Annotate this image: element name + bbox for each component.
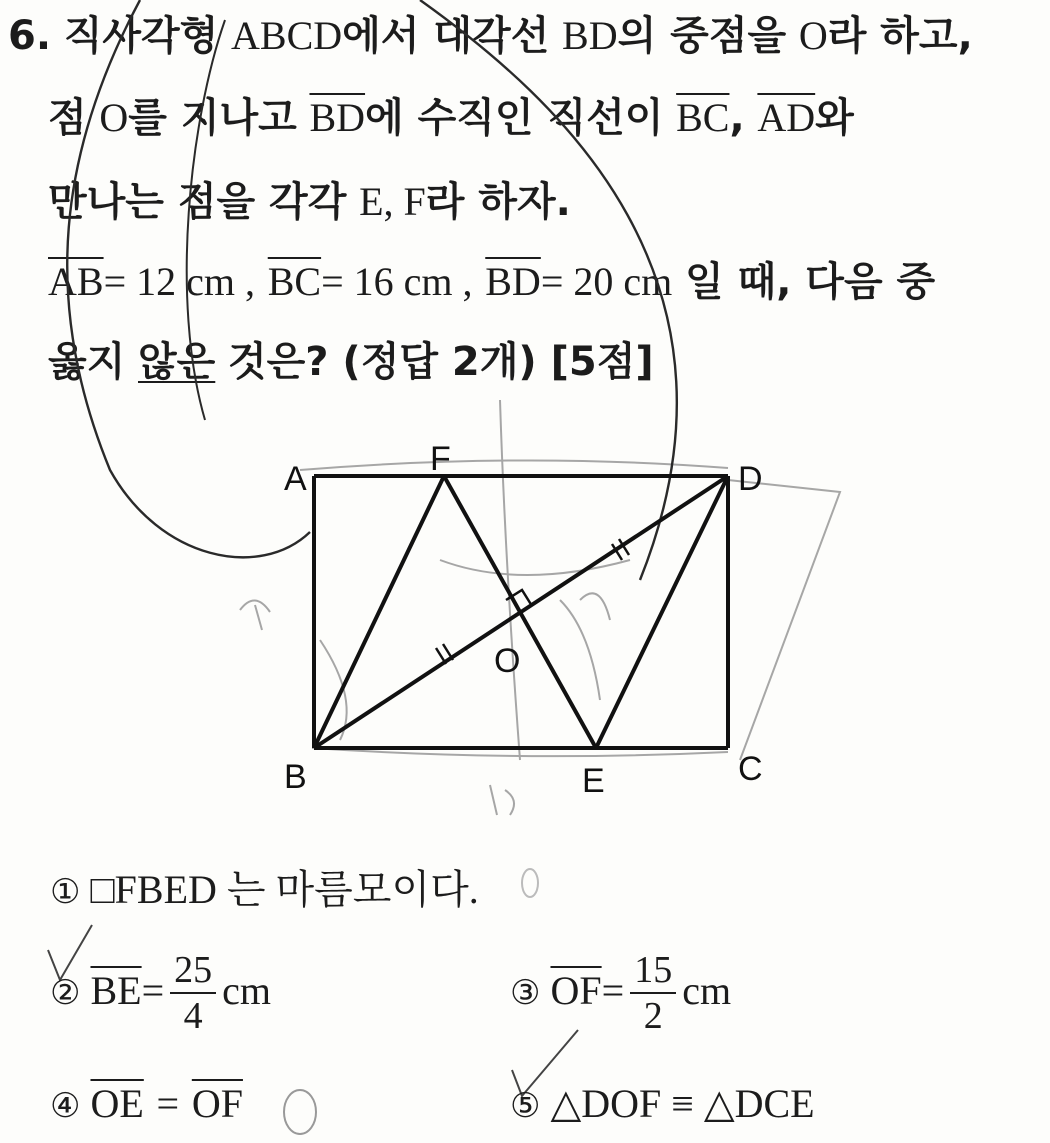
text: 에 수직인 직선이 [365, 95, 664, 141]
pencil-stroke [560, 600, 600, 700]
fraction [170, 948, 216, 1038]
option-text: □FBED 는 마름모이다. [90, 867, 479, 912]
option-5 [510, 1080, 815, 1127]
segment-of: $\overline{OF}$ [191, 1081, 243, 1126]
text: 를 지나고 [128, 95, 297, 141]
option-4 [50, 1080, 243, 1127]
handwritten-curve [187, 20, 225, 420]
label-f: F [430, 440, 451, 478]
label-c: C [738, 750, 763, 788]
segment-bc: $\overline{BC}$ [267, 259, 322, 304]
numerator: 15 [630, 948, 676, 994]
segment-bd: $\overline{BD}$ [309, 95, 366, 140]
segment-bc: $\overline{BC}$ [676, 95, 730, 140]
segment-oe: $\overline{OE}$ [90, 1081, 144, 1126]
option-number: ② [50, 973, 81, 1013]
denominator: 4 [183, 995, 203, 1037]
text: 옳지 [48, 339, 126, 385]
option-text: △DOF ≡ △DCE [550, 1081, 815, 1126]
label-e: E [582, 762, 605, 800]
pencil-stroke [580, 593, 610, 620]
segment-be: $\overline{BE}$ [90, 968, 142, 1013]
text: 라 하자. [425, 179, 571, 225]
label-a: A [284, 460, 307, 498]
text: O [99, 95, 129, 140]
pencil-stroke [728, 480, 840, 760]
unit: cm [222, 968, 272, 1013]
handwritten-curve [67, 0, 677, 580]
text: 일 때, 다음 중 [684, 259, 936, 305]
option-1 [50, 858, 479, 915]
label-b: B [284, 758, 307, 796]
option-3 [510, 948, 731, 1038]
text: 의 중점을 [617, 13, 787, 59]
segment-ad: $\overline{AD}$ [757, 95, 816, 140]
label-o: O [494, 642, 521, 680]
underlined-word: 않은 [138, 339, 216, 385]
unit: cm [682, 968, 732, 1013]
text: = 20 cm [540, 259, 673, 304]
option-number: ③ [510, 973, 541, 1013]
segment-ab: $\overline{AB}$ [48, 259, 104, 304]
text: 와 [815, 95, 854, 141]
pencil-stroke [300, 460, 728, 470]
text: , [729, 95, 745, 141]
numerator: 25 [170, 948, 216, 994]
pencil-stroke [490, 785, 514, 815]
text: ABCD [231, 13, 343, 58]
text: 만나는 점을 각각 [48, 179, 347, 225]
inner-lines [314, 476, 728, 748]
denominator: 2 [643, 995, 663, 1037]
pencil-stroke [440, 560, 630, 575]
text: 직사각형 [63, 13, 219, 59]
segment-bd: $\overline{BD}$ [485, 259, 541, 304]
option-number: ① [50, 872, 81, 912]
text: BD [562, 13, 618, 58]
tick-mark [436, 648, 446, 664]
text: 에서 대각선 [342, 13, 550, 59]
text: = 12 cm , [103, 259, 256, 304]
option-2 [50, 948, 271, 1038]
pencil-circle [522, 869, 538, 897]
option-number: ④ [50, 1086, 81, 1126]
option-number: ⑤ [510, 1086, 541, 1126]
text: E, F [359, 179, 426, 224]
problem-number: 6. [8, 13, 52, 59]
equals-sign: = [141, 968, 165, 1013]
segment-fe [444, 476, 596, 748]
pencil-stroke [240, 600, 270, 630]
text: = 16 cm , [321, 259, 473, 304]
fraction [630, 948, 676, 1038]
text: O [798, 13, 828, 58]
text: 것은? (정답 2개) [5점] [228, 339, 654, 385]
label-d: D [738, 460, 763, 498]
segment-of: $\overline{OF}$ [550, 968, 602, 1013]
text: 점 [48, 95, 87, 141]
equals-sign: = [601, 968, 625, 1013]
text: 라 하고, [827, 13, 973, 59]
pencil-circle [284, 1090, 316, 1134]
equals-sign: = [156, 1081, 180, 1126]
